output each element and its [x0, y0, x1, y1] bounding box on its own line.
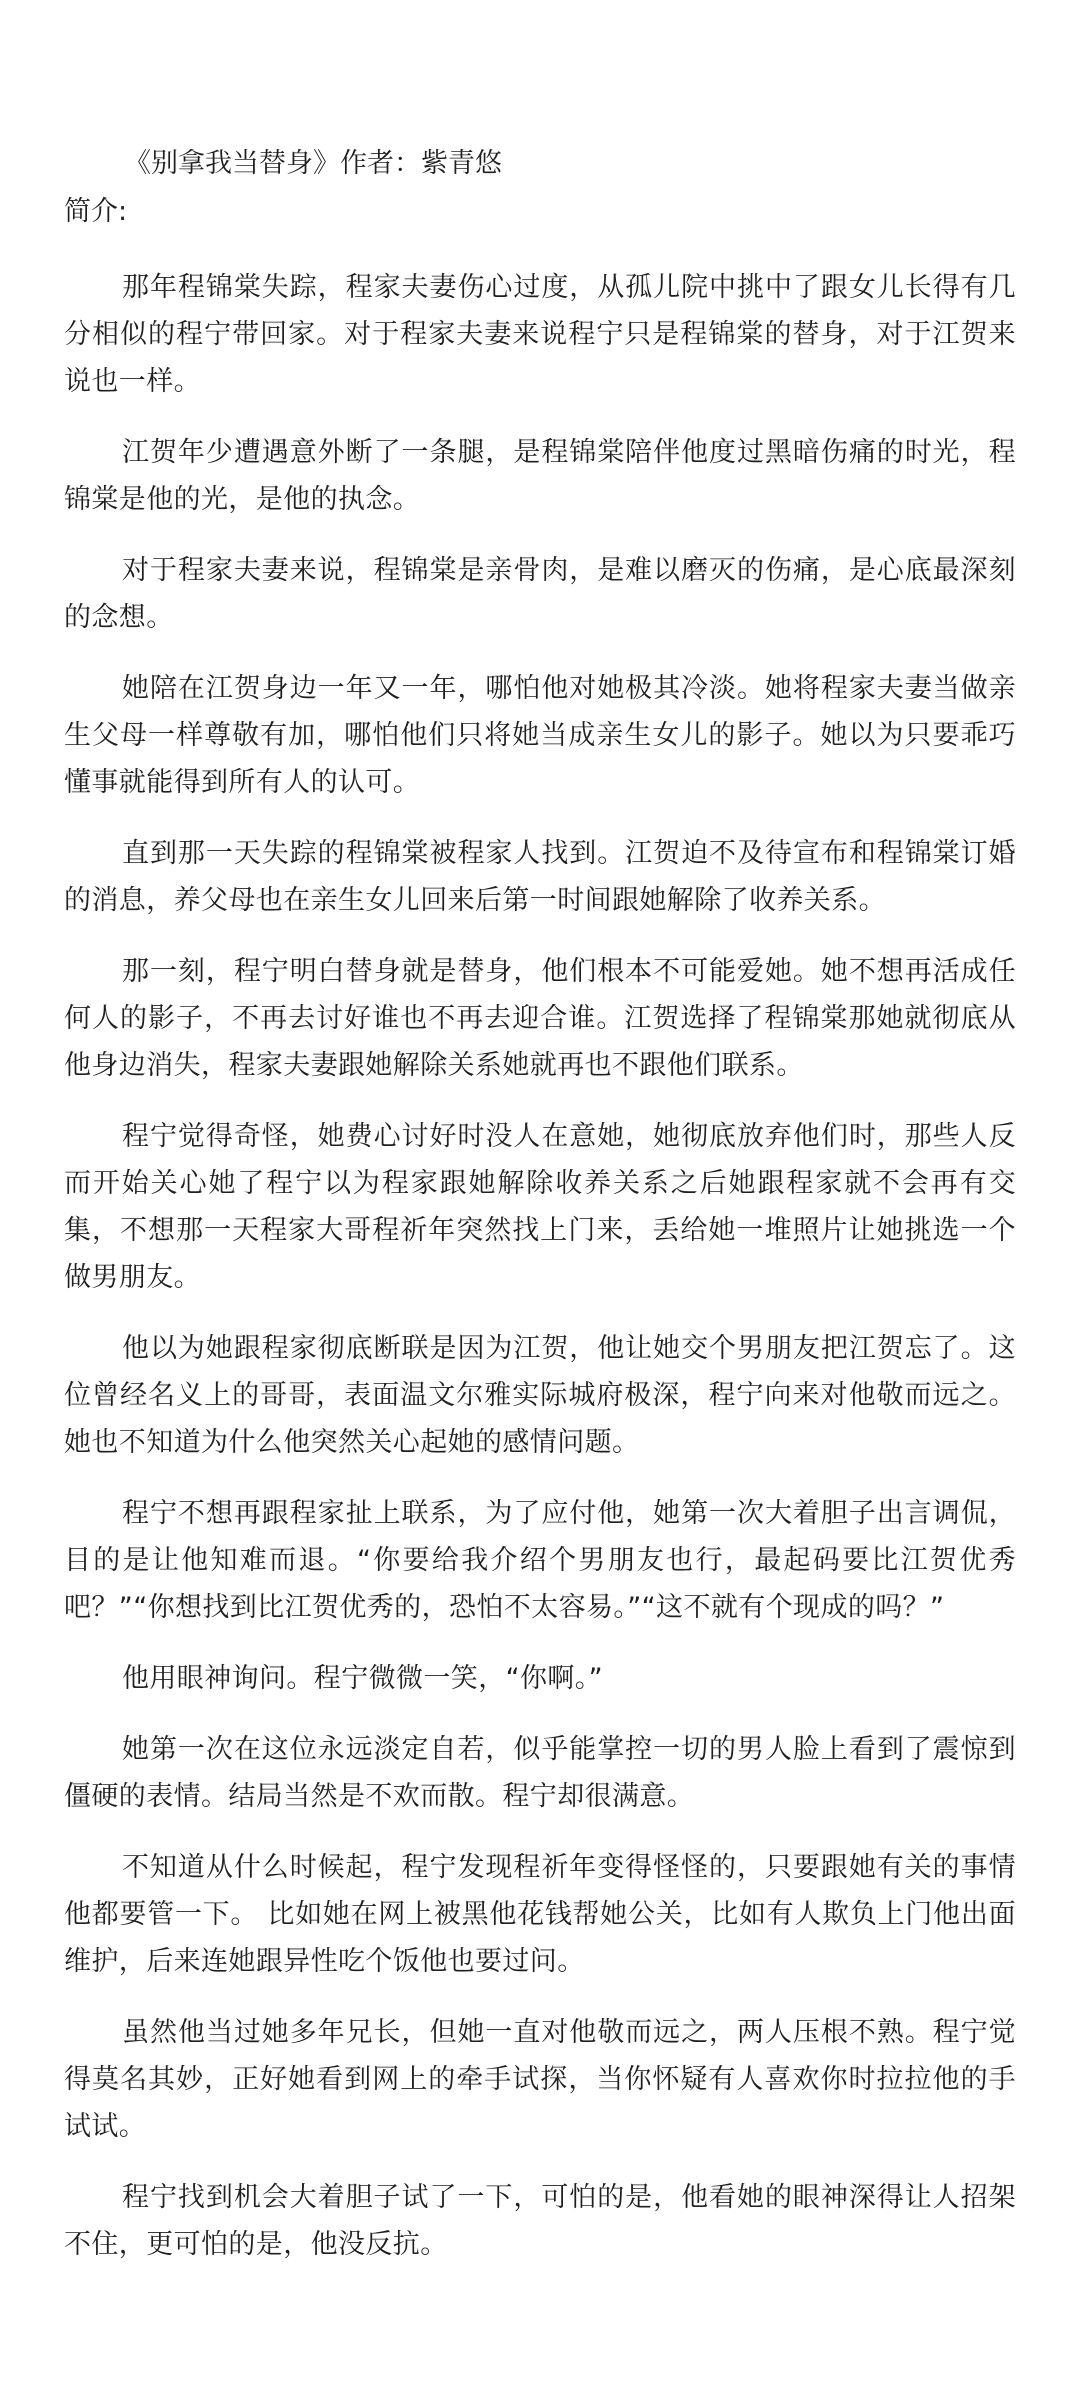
- paragraph: 她陪在江贺身边一年又一年，哪怕他对她极其冷淡。她将程家夫妻当做亲生父母一样尊敬有加，哪怕他们只将她当成亲生女儿的影子。她以为只要乖巧懂事就能得到所有人的认可。: [64, 673, 1016, 798]
- paragraph: 江贺年少遭遇意外断了一条腿，是程锦棠陪伴他度过黑暗伤痛的时光，程锦棠是他的光，是他的执念。: [64, 437, 1016, 515]
- paragraph: 对于程家夫妻来说，程锦棠是亲骨肉，是难以磨灭的伤痛，是心底最深刻的念想。: [64, 555, 1016, 633]
- paragraph: 程宁找到机会大着胆子试了一下，可怕的是，他看她的眼神深得让人招架不住，更可怕的是，他没反抗。: [64, 2182, 1016, 2260]
- paragraph: 不知道从什么时候起，程宁发现程祈年变得怪怪的，只要跟她有关的事情他都要管一下。 比如她在网上被黑他花钱帮她公关，比如有人欺负上门他出面维护，后来连她跟异性吃个饭他也要过问。: [64, 1852, 1016, 1977]
- paragraph: 程宁不想再跟程家扯上联系，为了应付他，她第一次大着胆子出言调侃，目的是让他知难而退。“你要给我介绍个男朋友也行，最起码要比江贺优秀吧？”“你想找到比江贺优秀的，恐怕不太容易。”“这不就有个现成的吗？”: [64, 1498, 1016, 1623]
- paragraph: 直到那一天失踪的程锦棠被程家人找到。江贺迫不及待宣布和程锦棠订婚的消息，养父母也在亲生女儿回来后第一时间跟她解除了收养关系。: [64, 838, 1016, 916]
- document-title: 《别拿我当替身》作者：紫青悠: [124, 148, 502, 179]
- paragraph: 他用眼神询问。程宁微微一笑，“你啊。”: [122, 1663, 604, 1694]
- paragraph: 虽然他当过她多年兄长，但她一直对他敬而远之，两人压根不熟。程宁觉得莫名其妙，正好她看到网上的牵手试探，当你怀疑有人喜欢你时拉拉他的手试试。: [64, 2017, 1016, 2142]
- paragraph: 她第一次在这位永远淡定自若，似乎能掌控一切的男人脸上看到了震惊到僵硬的表情。结局当然是不欢而散。程宁却很满意。: [64, 1734, 1016, 1812]
- paragraph: 那一刻，程宁明白替身就是替身，他们根本不可能爱她。她不想再活成任何人的影子，不再去讨好谁也不再去迎合谁。江贺选择了程锦棠那她就彻底从他身边消失，程家夫妻跟她解除关系她就再也不跟他们联系。: [64, 956, 1016, 1081]
- paragraph: 程宁觉得奇怪，她费心讨好时没人在意她，她彻底放弃他们时，那些人反而开始关心她了程宁以为程家跟她解除收养关系之后她跟程家就不会再有交集，不想那一天程家大哥程祈年突然找上门来，丢给她一堆照片让她挑选一个做男朋友。: [64, 1121, 1016, 1293]
- intro-label: 简介:: [64, 196, 128, 227]
- paragraph: 他以为她跟程家彻底断联是因为江贺，他让她交个男朋友把江贺忘了。这位曾经名义上的哥哥，表面温文尔雅实际城府极深，程宁向来对他敬而远之。她也不知道为什么他突然关心起她的感情问题。: [64, 1333, 1016, 1458]
- paragraph: 那年程锦棠失踪，程家夫妻伤心过度，从孤儿院中挑中了跟女儿长得有几分相似的程宁带回家。对于程家夫妻来说程宁只是程锦棠的替身，对于江贺来说也一样。: [64, 272, 1016, 397]
- document-page: [64, 140, 1016, 2292]
